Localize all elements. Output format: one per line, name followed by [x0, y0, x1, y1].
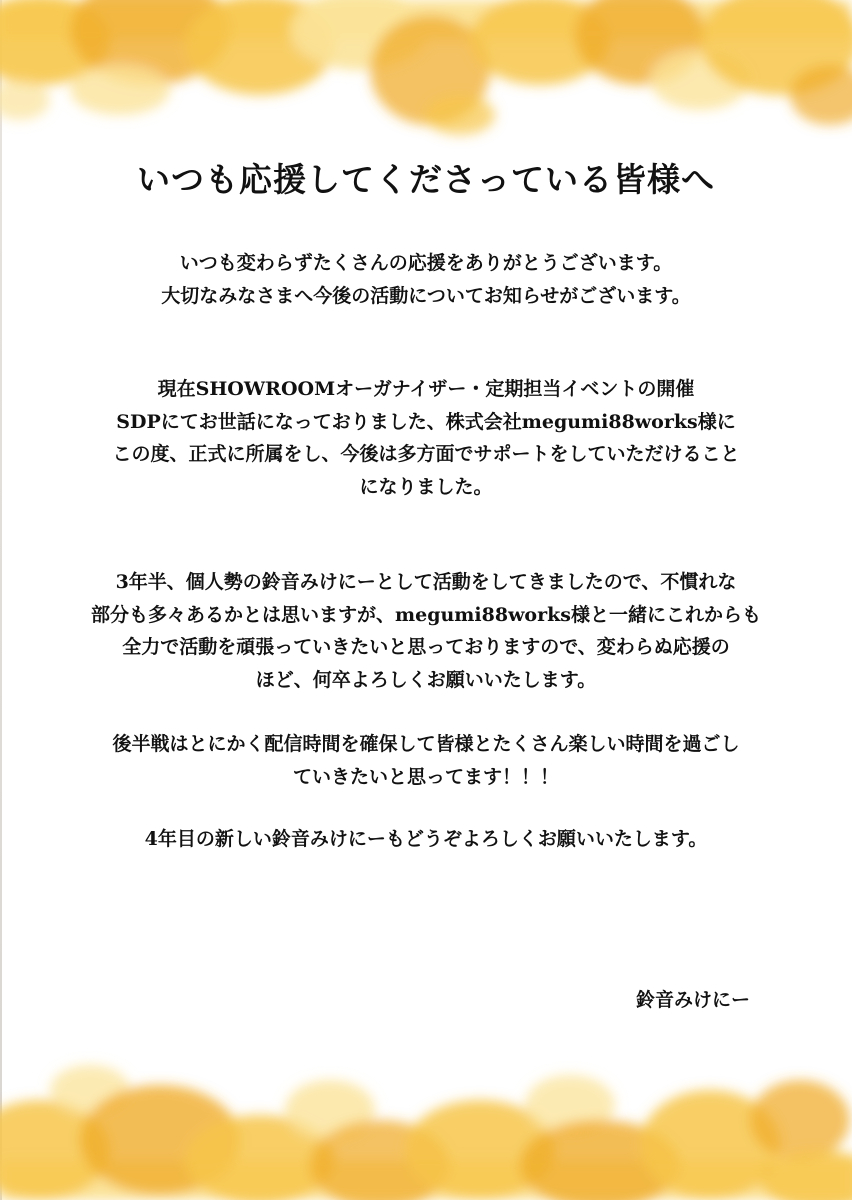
paragraph-line: 部分も多々あるかとは思いますが、megumi88works様と一緒にこれからも [91, 603, 761, 626]
paragraph-line: ていきたいと思ってます！！！ [292, 765, 559, 788]
paragraph-line: 現在SHOWROOMオーガナイザー・定期担当イベントの開催 [157, 378, 695, 400]
paragraph-line: ほど、何卒よろしくお願いいたします。 [255, 668, 597, 691]
paragraph-line: いつも変わらずたくさんの応援をありがとうございます。 [179, 252, 673, 274]
watercolor-top-border [0, 0, 852, 150]
paragraph-line: SDPにてお世話になっておりました、株式会社megumi88works様に [116, 410, 736, 433]
paragraph-line: この度、正式に所属をし、今後は多方面でサポートをしていただけること [112, 443, 740, 465]
signature: 鈴音みけにー [635, 989, 750, 1011]
paragraph-3 [60, 566, 792, 696]
paragraph-line: 後半戦はとにかく配信時間を確保して皆様とたくさん楽しい時間を過ごし [112, 733, 740, 755]
paragraph-line: になりました。 [359, 475, 493, 498]
paragraph-line: 大切なみなさまへ今後の活動についてお知らせがございます。 [161, 284, 691, 307]
paragraph-2 [60, 373, 792, 503]
paragraph-line: 3年半、個人勢の鈴音みけにーとして活動をしてきましたので、不慣れな [115, 571, 737, 593]
paragraph-line: 4年目の新しい鈴音みけにーもどうぞよろしくお願いいたします。 [144, 828, 708, 850]
paragraph-4 [60, 728, 792, 793]
watercolor-bottom-border [0, 1030, 852, 1200]
paragraph-5 [60, 823, 792, 856]
paragraph-line: 全力で活動を頑張っていきたいと思っておりますので、変わらぬ応援の [122, 636, 730, 658]
paragraph-1 [60, 247, 792, 312]
letter-title: いつも応援してくださっている皆様へ [137, 160, 715, 199]
